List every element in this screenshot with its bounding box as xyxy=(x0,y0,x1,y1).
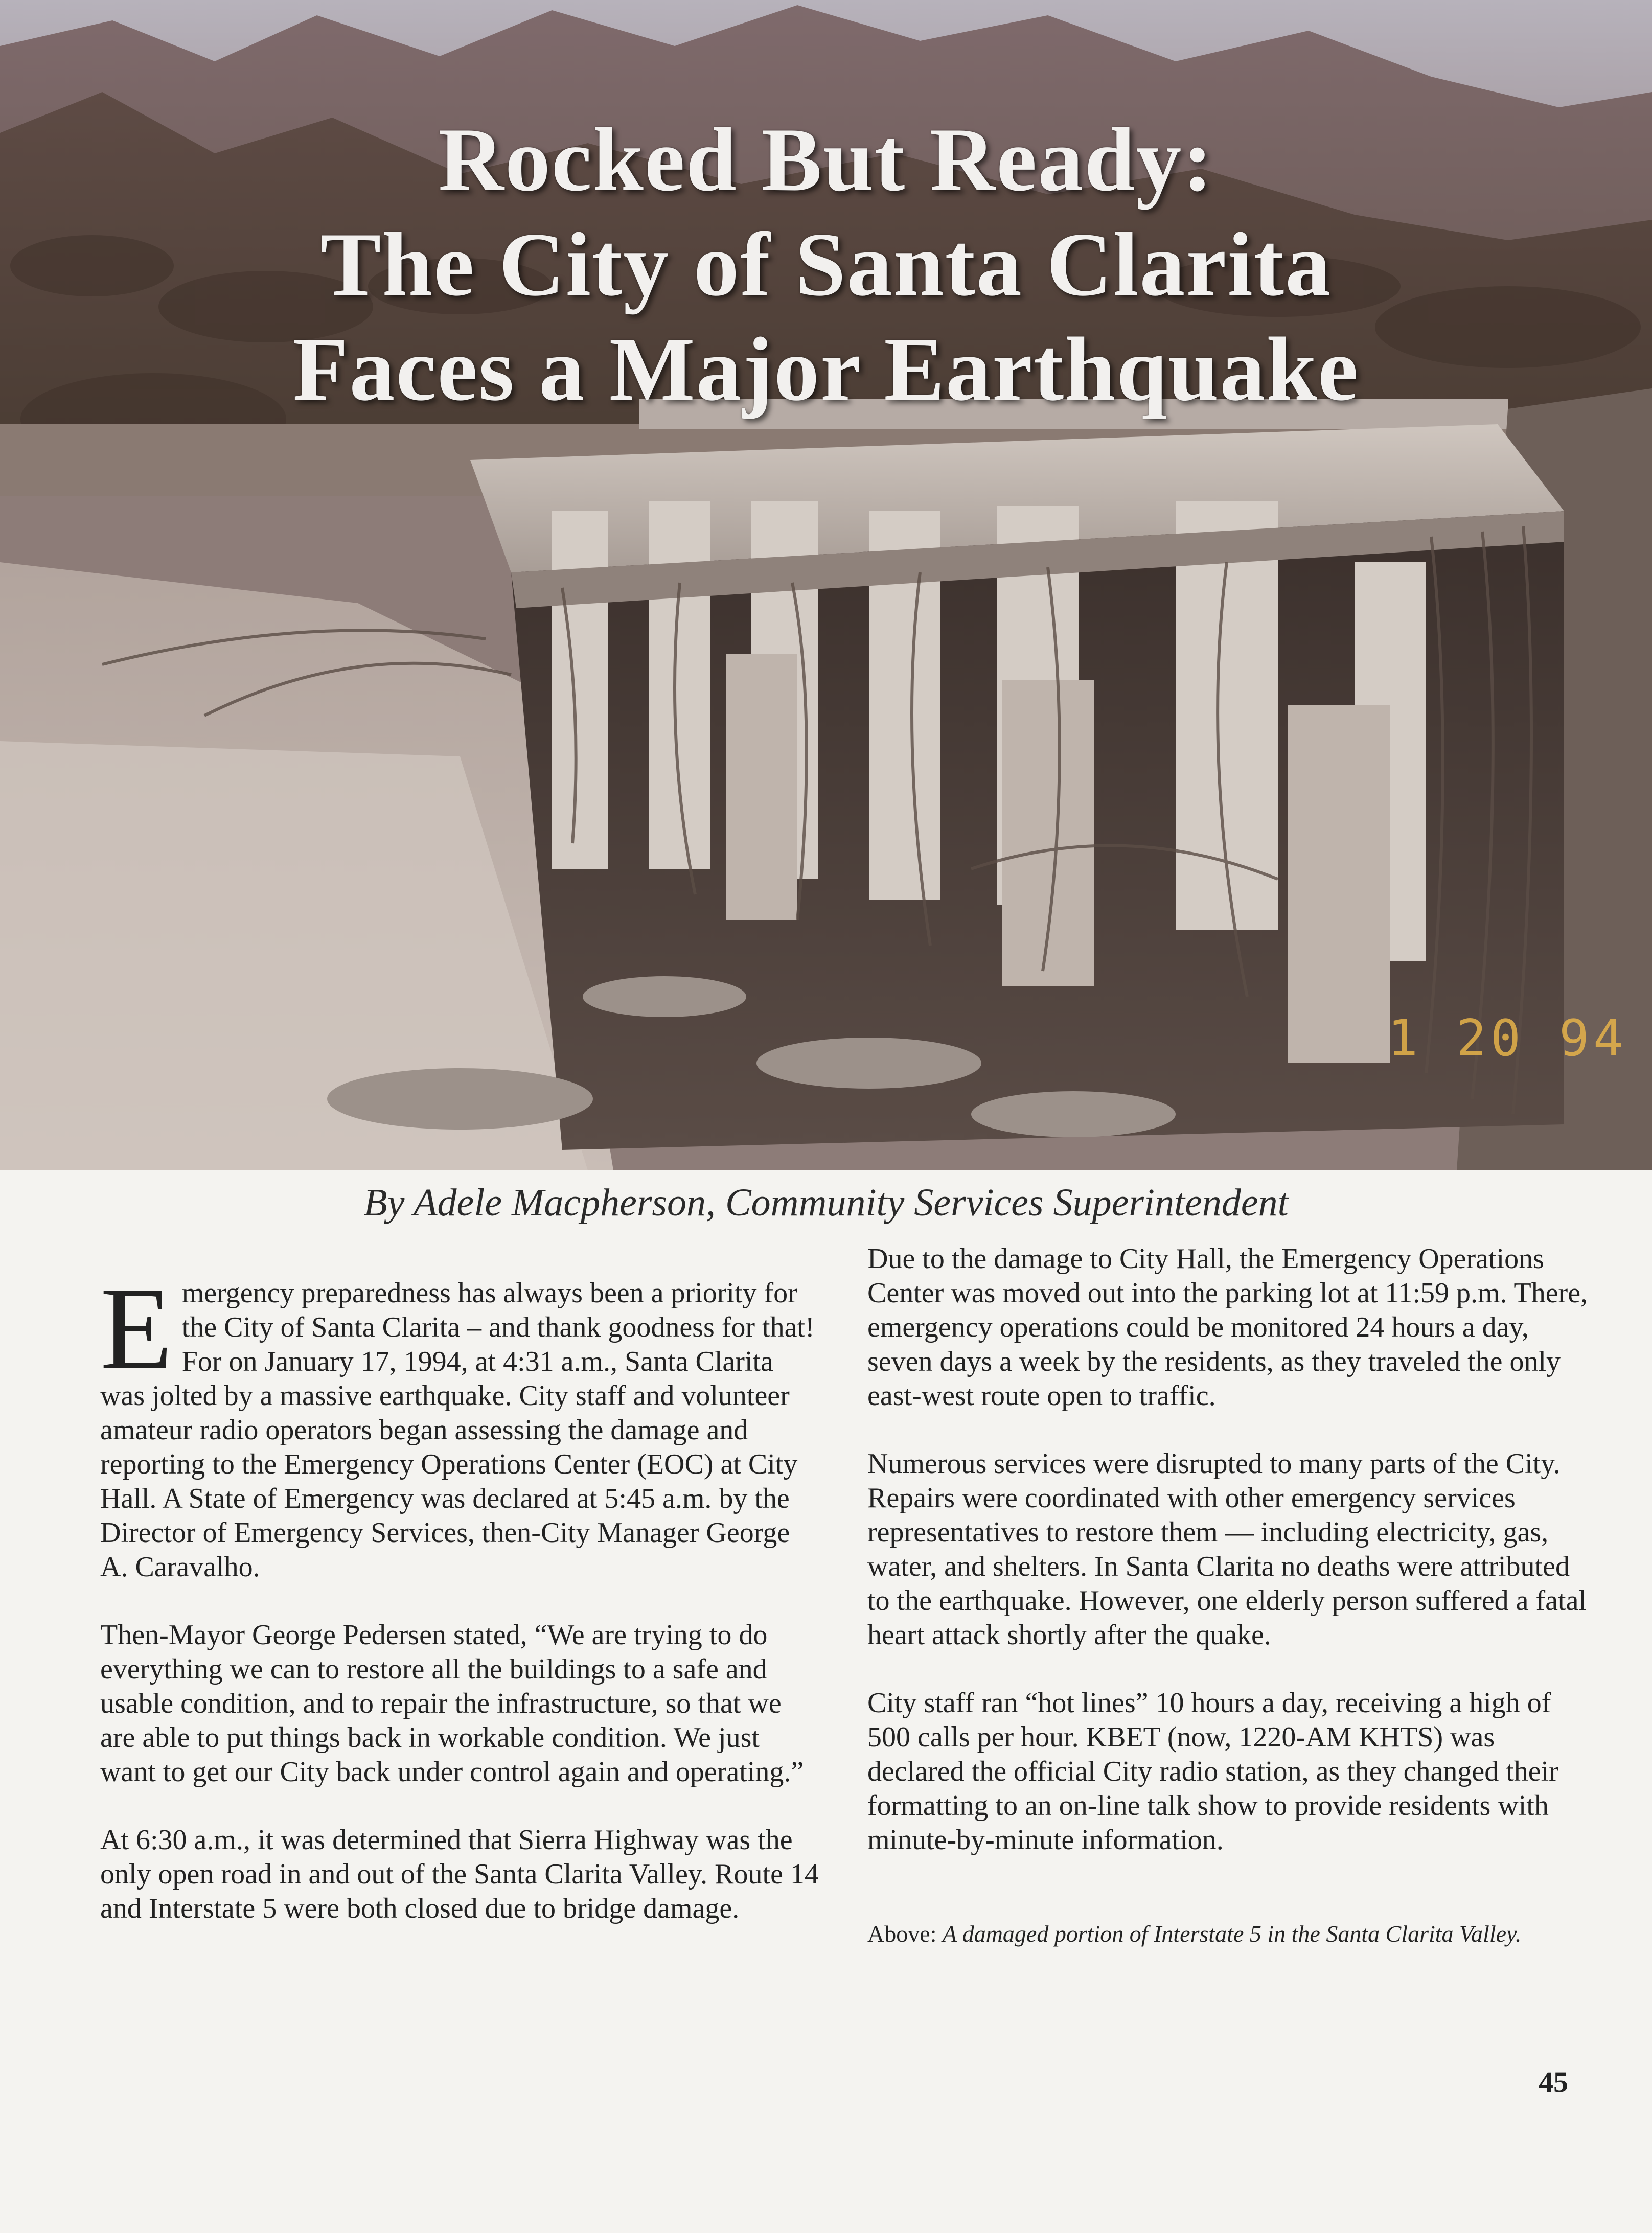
paragraph-6: City staff ran “hot lines” 10 hours a day, receiving a high of 500 calls per hour. KBET (now, 1220-AM KHTS) was declared the official City radio station, as they changed their formatting to an on-line talk show to provide residents with minute-by-minute information. xyxy=(867,1687,1558,1856)
photo-caption xyxy=(867,1891,1593,1948)
paragraph-3: At 6:30 a.m., it was determined that Sierra Highway was the only open road in and out of the Santa Clarita Valley. Route 14 and Interstate 5 were both closed due to bridge damage. xyxy=(100,1824,819,1924)
paragraph-1 xyxy=(100,1242,821,1584)
paragraph-1-text: mergency preparedness has always been a priority for the City of Santa Clarita – and thank goodness for that! For on January 17, 1994, at 4:31 a.m., Santa Clarita was jolted by a massive earthquake. City staff and volunteer amateur radio operators began assessing the damage and reporting to the Emergency Operations Center (EOC) at City Hall. A State of Emergency was declared at 5:45 a.m. by the Director of Emergency Services, then-City Manager George A. Caravalho. xyxy=(100,1277,815,1583)
right-column xyxy=(867,1242,1593,1948)
article-headline xyxy=(0,107,1652,422)
caption-text: A damaged portion of Interstate 5 in the Santa Clarita Valley. xyxy=(942,1921,1522,1947)
headline-line-1: Rocked But Ready: xyxy=(438,109,1214,210)
headline-line-2: The City of Santa Clarita xyxy=(320,214,1332,315)
byline: By Adele Macpherson, Community Services Superintendent xyxy=(363,1181,1289,1224)
photo-date-stamp: 1 20 94 xyxy=(1388,1009,1628,1068)
paragraph-4: Due to the damage to City Hall, the Emergency Operations Center was moved out into the parking lot at 11:59 p.m. There, emergency operations could be monitored 24 hours a day, seven days a week by the residents, as they traveled the only east-west route open to traffic. xyxy=(867,1243,1588,1412)
left-column xyxy=(100,1242,821,1960)
paragraph-5: Numerous services were disrupted to many parts of the City. Repairs were coordinated with other emergency services representatives to restore them — including electricity, gas, water, and shelters. In Santa Clarita no deaths were attributed to the earthquake. However, one elderly person suffered a fatal heart attack shortly after the quake. xyxy=(867,1448,1587,1651)
page-number: 45 xyxy=(1539,2065,1568,2099)
caption-lead: Above: xyxy=(867,1921,943,1947)
headline-line-3: Faces a Major Earthquake xyxy=(292,318,1360,420)
paragraph-2: Then-Mayor George Pedersen stated, “We are trying to do everything we can to restore all the buildings to a safe and usable condition, and to repair the infrastructure, so that we are able to put things back in workable condition. We just want to get our City back under control again and operating.” xyxy=(100,1619,804,1788)
drop-cap: E xyxy=(100,1263,173,1394)
